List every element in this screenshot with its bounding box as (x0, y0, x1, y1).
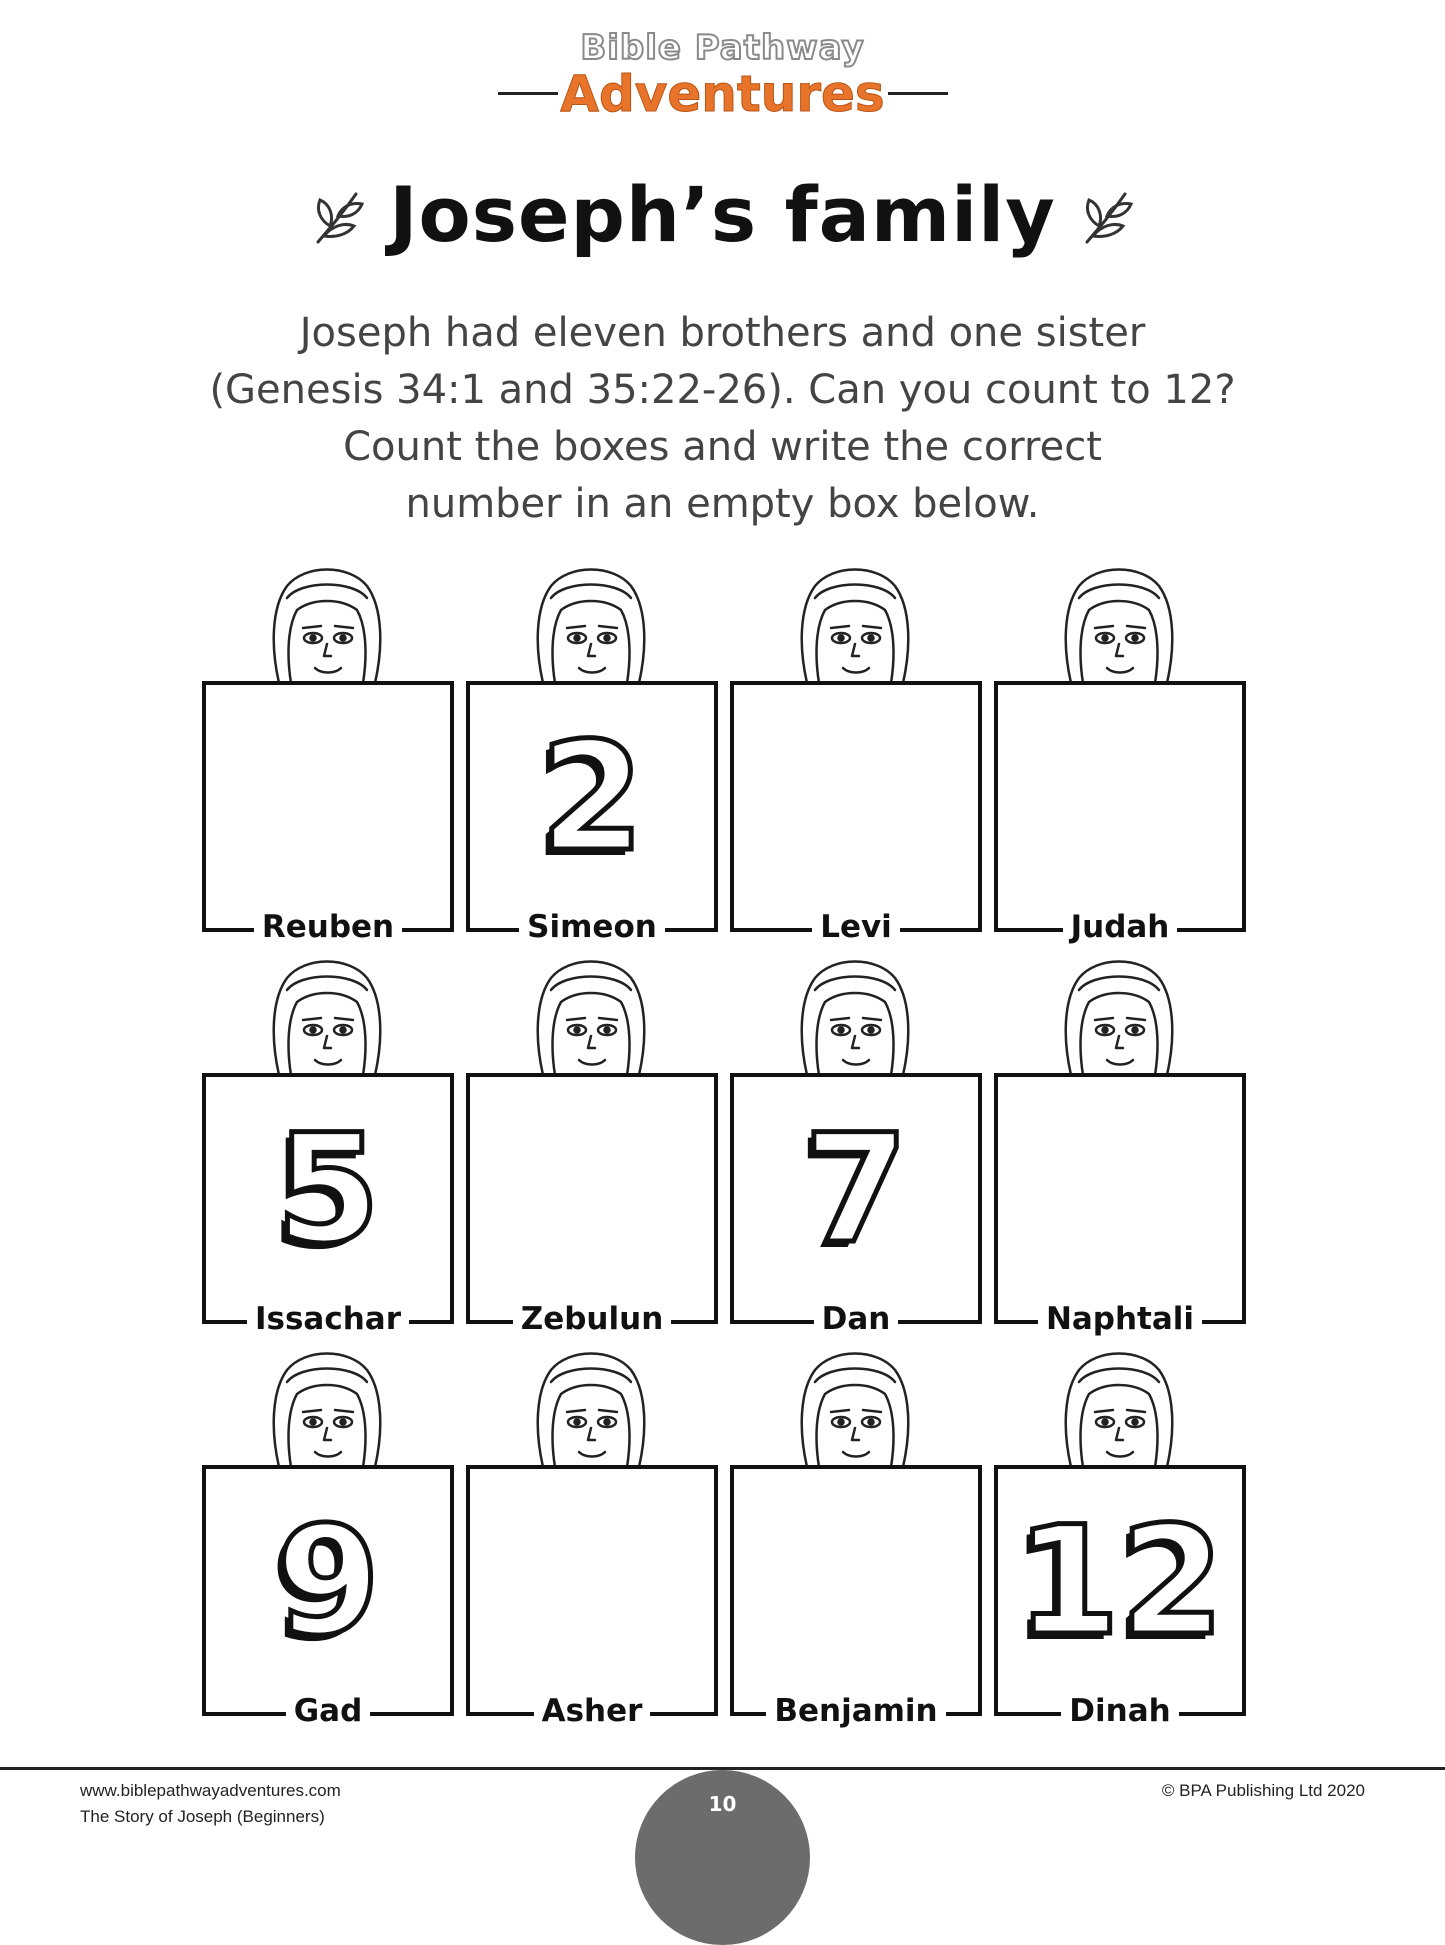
box-label (202, 907, 454, 947)
name-box (994, 1342, 1244, 1729)
character-face-icon (1049, 950, 1189, 1075)
box-number: 9 (275, 1495, 381, 1669)
sibling-name: Levi (812, 909, 900, 945)
box-label (994, 1299, 1246, 1339)
instruction-line: Joseph had eleven brothers and one sister (299, 310, 1146, 356)
instruction-line: Count the boxes and write the correct (343, 424, 1102, 470)
box-number (466, 1482, 718, 1682)
sibling-name: Asher (534, 1693, 651, 1729)
name-box (730, 950, 980, 1337)
character-face-icon (521, 558, 661, 683)
box-number: 2 (539, 711, 645, 885)
box-number (730, 698, 982, 898)
name-box (202, 558, 452, 945)
box-number (202, 698, 454, 898)
name-box (202, 950, 452, 1337)
instruction-line: (Genesis 34:1 and 35:22-26). Can you count to 12? (209, 367, 1236, 413)
sibling-name: Reuben (254, 909, 402, 945)
character-face-icon (257, 1342, 397, 1467)
box-number (994, 1090, 1246, 1290)
character-face-icon (785, 558, 925, 683)
footer-book-title: The Story of Joseph (Beginners) (80, 1807, 325, 1826)
footer-copyright: © BPA Publishing Ltd 2020 (1161, 1781, 1365, 1800)
footer-website: www.biblepathwayadventures.com (80, 1781, 341, 1800)
character-face-icon (785, 950, 925, 1075)
sibling-name: Dinah (1061, 1693, 1178, 1729)
sibling-name: Simeon (519, 909, 665, 945)
sibling-name: Gad (286, 1693, 371, 1729)
page-number-badge (635, 1770, 810, 1945)
logo-main-text: Adventures (560, 65, 885, 123)
character-face-icon (1049, 1342, 1189, 1467)
box-number: 12 (1015, 1495, 1225, 1669)
sibling-name: Judah (1063, 909, 1178, 945)
name-box (730, 1342, 980, 1729)
box-label (466, 1299, 718, 1339)
name-box (730, 558, 980, 945)
box-label (994, 1691, 1246, 1731)
name-box (466, 950, 716, 1337)
box-label (466, 1691, 718, 1731)
sibling-name: Benjamin (766, 1693, 945, 1729)
character-face-icon (257, 558, 397, 683)
character-face-icon (521, 1342, 661, 1467)
box-label (730, 1299, 982, 1339)
sibling-name: Naphtali (1038, 1301, 1202, 1337)
box-label (202, 1691, 454, 1731)
instruction-line: number in an empty box below. (405, 481, 1040, 527)
name-box (466, 1342, 716, 1729)
character-face-icon (785, 1342, 925, 1467)
box-label (730, 907, 982, 947)
box-label (730, 1691, 982, 1731)
box-number (730, 1482, 982, 1682)
sibling-name: Issachar (247, 1301, 409, 1337)
box-number: 5 (275, 1103, 381, 1277)
character-face-icon (1049, 558, 1189, 683)
footer-left (80, 1778, 341, 1830)
name-box (202, 1342, 452, 1729)
box-label (466, 907, 718, 947)
box-label (202, 1299, 454, 1339)
box-number (994, 698, 1246, 898)
box-number (466, 1090, 718, 1290)
name-box (994, 950, 1244, 1337)
sibling-name: Dan (814, 1301, 899, 1337)
name-box (466, 558, 716, 945)
character-face-icon (521, 950, 661, 1075)
box-label (994, 907, 1246, 947)
box-number: 7 (803, 1103, 909, 1277)
logo-top-text: Bible Pathway (580, 28, 865, 68)
page-title: Joseph’s family (389, 170, 1056, 259)
character-face-icon (257, 950, 397, 1075)
sibling-name: Zebulun (513, 1301, 672, 1337)
name-box (994, 558, 1244, 945)
page-number: 10 (708, 1792, 737, 1816)
